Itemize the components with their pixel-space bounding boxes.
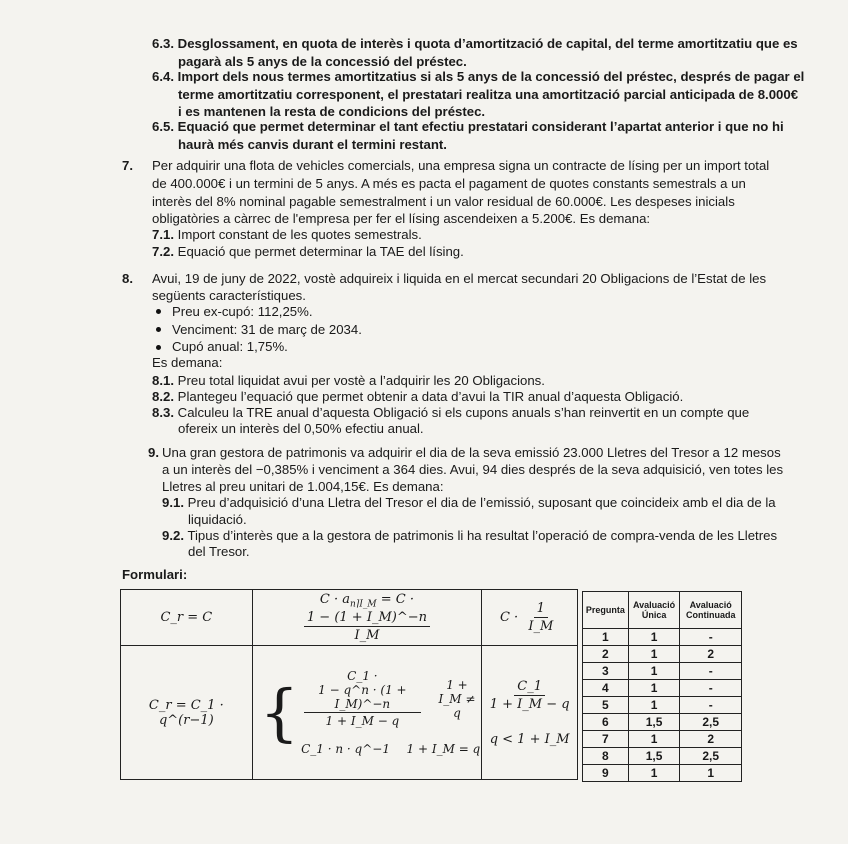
grades-header-single: Avaluació Única <box>628 592 680 629</box>
bullet-dot <box>156 309 161 314</box>
formula-geometric-term: C_r = C_1 · q^(r−1) <box>121 646 253 780</box>
q6-4-line-2: terme amortitzatiu corresponent, el prestatari realitza una amortització parcial anticipada de 8.000€ <box>178 87 799 102</box>
q8-line-2: següents característiques. <box>152 288 306 303</box>
q7-line-1: Per adquirir una flota de vehicles comercials, una empresa signa un contracte de lísing per un import total <box>152 158 770 173</box>
q7-line-4: obligatòries a càrrec de l'empresa per fer el lísing ascendeixen a 5.200€. Es demana: <box>152 211 651 226</box>
q8-bullet-1: Preu ex-cupó: 112,25%. <box>172 304 313 319</box>
q8-line-1: Avui, 19 de juny de 2022, vostè adquireix i liquida en el mercat secundari 20 Obligacions de l’Estat de les <box>152 271 767 286</box>
formula-constant: C_r = C <box>121 590 253 646</box>
q6-4-line-3: i es mantenen la resta de condicions del préstec. <box>178 104 486 119</box>
q8-bullet-3: Cupó anual: 1,75%. <box>172 339 288 354</box>
table-row: 3 1 - <box>583 663 742 680</box>
q7-number: 7. <box>122 158 133 173</box>
formula-geometric-perpetuity: $\frac{C\_1}{1 + I\_M - q}$ q < 1 + I_M <box>482 646 578 780</box>
q9-line-2: a un interès del −0,385% i venciment a 364 dies. Avui, 94 dies després de la seva adquisició, ven totes les <box>162 462 784 477</box>
bullet-dot <box>156 345 161 350</box>
q6-3-line-2: pagarà als 5 anys de la concessió del préstec. <box>178 54 467 69</box>
q9-number: 9. <box>148 445 159 460</box>
q9-1-line-1: 9.1. Preu d’adquisició d’una Lletra del Tresor el dia de l’emissió, suposant que coincideix amb el dia de la <box>162 495 776 510</box>
formula-geometric-annuity: { C_1 · $\frac{1 - q\^{}n \cdot (1 + I\_M)\^{}-n}{1 + I\_M - q}$ 1 + I_M ≠ q C_1 · n · q^−1 1 + I_M = q <box>252 646 482 780</box>
q7-1: 7.1. Import constant de les quotes semestrals. <box>152 227 422 242</box>
q7-line-2: de 400.000€ i un termini de 5 anys. A més es pacta el pagament de quotes constants semestrals a un <box>152 176 746 191</box>
table-row: 1 1 - <box>583 629 742 646</box>
q8-3-line-2: ofereix un interès del 0,50% efectiu anual. <box>178 421 424 436</box>
q8-ask: Es demana: <box>152 355 223 370</box>
q9-line-3: Lletres al preu unitari de 1.004,15€. Es demana: <box>162 479 444 494</box>
brace-symbol: { <box>259 675 300 749</box>
q9-line-1: Una gran gestora de patrimonis va adquirir el dia de la seva emissió 23.000 Lletres del Tresor a 12 mesos <box>162 445 781 460</box>
q7-line-3: interès del 8% nominal pagable semestralment i un valor residual de 60.000€. Les despeses inicials <box>152 194 735 209</box>
q9-2-line-1: 9.2. Tipus d’interès que a la gestora de patrimonis li ha resultat l’operació de compra-venda de les Lletres <box>162 528 778 543</box>
table-row: 2 1 2 <box>583 646 742 663</box>
q6-5-line-2: haurà més canvis durant el termini restant. <box>178 137 447 152</box>
q6-3-line-1: 6.3. Desglossament, en quota de interès i quota d’amortització de capital, del terme amortitzatiu que es <box>152 36 798 51</box>
q8-2: 8.2. Plantegeu l’equació que permet obtenir a data d’avui la TIR anual d’aquesta Obligació. <box>152 389 684 404</box>
q9-1-line-2: liquidació. <box>188 512 247 527</box>
grades-header-continuous: Avaluació Continuada <box>680 592 742 629</box>
table-row: 5 1 - <box>583 697 742 714</box>
table-row: 7 1 2 <box>583 731 742 748</box>
bullet-dot <box>156 327 161 332</box>
q8-3-line-1: 8.3. Calculeu la TRE anual d’aquesta Obligació si els cupons anuals s’han reinvertit en un compte que <box>152 405 750 420</box>
table-row: 4 1 - <box>583 680 742 697</box>
q7-2: 7.2. Equació que permet determinar la TAE del lísing. <box>152 244 464 259</box>
q6-4-line-1: 6.4. Import dels nous termes amortitzatius si als 5 anys de la concessió del préstec, després de pagar el <box>152 69 805 84</box>
table-row: 8 1,5 2,5 <box>583 748 742 765</box>
q8-number: 8. <box>122 271 133 286</box>
q8-1: 8.1. Preu total liquidat avui per vostè a l’adquirir les 20 Obligacions. <box>152 373 545 388</box>
grades-header-question: Pregunta <box>583 592 629 629</box>
grades-table <box>582 591 742 782</box>
q9-2-line-2: del Tresor. <box>188 544 250 559</box>
q8-bullet-2: Venciment: 31 de març de 2034. <box>172 322 362 337</box>
table-row: 6 1,5 2,5 <box>583 714 742 731</box>
formulari-title: Formulari: <box>122 567 188 582</box>
formula-perpetuity: C · $\frac{1}{I\_M}$ <box>482 590 578 646</box>
q6-5-line-1: 6.5. Equació que permet determinar el tant efectiu prestatari considerant l’apartat anterior i que no hi <box>152 119 784 134</box>
formula-annuity: $C \cdot a_{n⌉I\_M} = C$ · $\frac{1 - (1 + I\_M)\^{}-n}{I\_M}$ <box>252 590 482 646</box>
table-row: 9 1 1 <box>583 765 742 782</box>
formula-table <box>120 589 578 780</box>
